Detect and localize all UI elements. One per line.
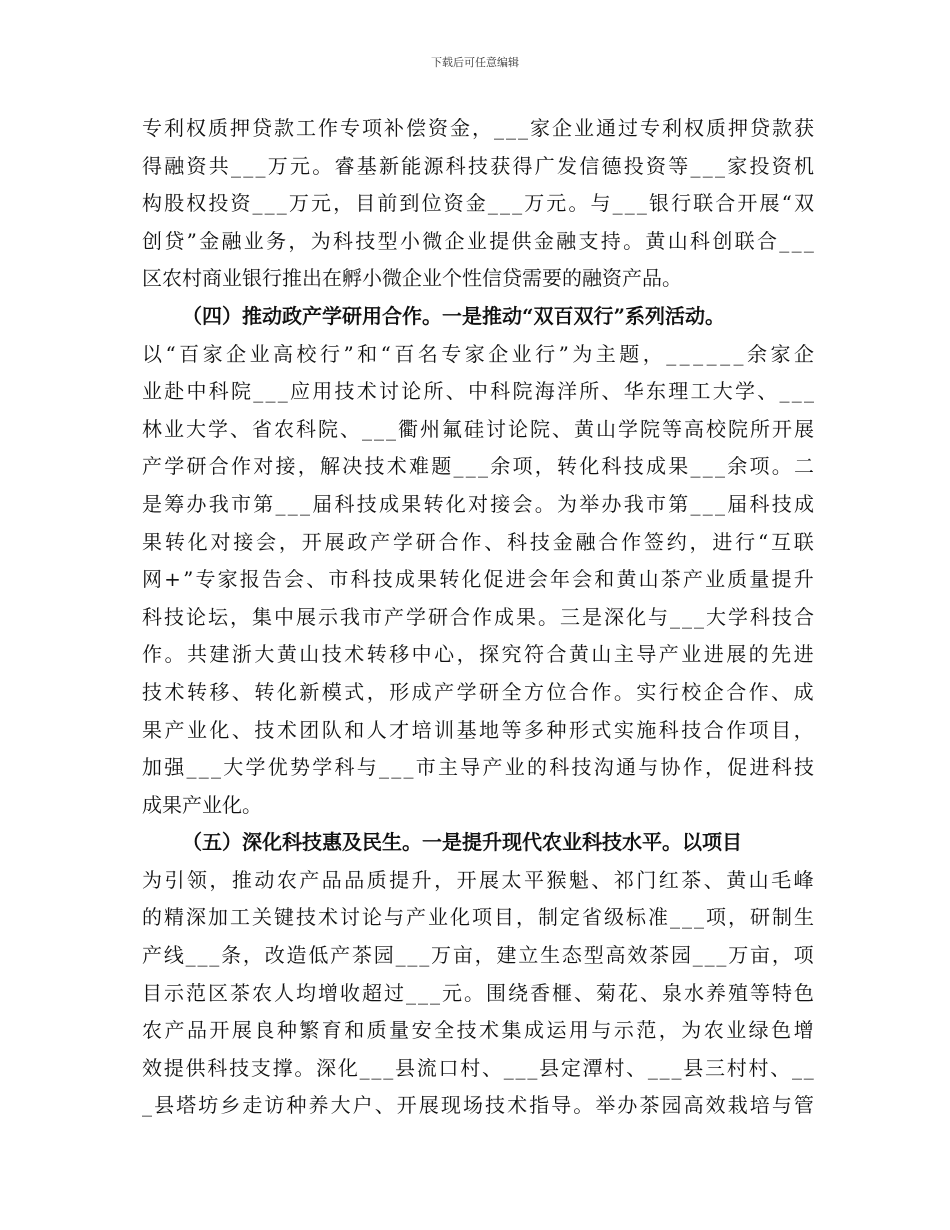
text-line: 果 转 化 对 接 会 ， 开 展 政 产 学 研 合 作 、 科 技 金 融 合 作 签 约 ， 进 行 “ 互 联 [142,529,814,554]
text-line: 效 提 供 科 技 支 撑 。 深 化 _ _ _ 县 流 口 村 、 _ _ _ 县 定 潭 村 、 _ _ _ 县 三 村 村 、 _ _ [142,1055,814,1080]
text-line: 以 “ 百 家 企 业 高 校 行 ” 和 “ 百 名 专 家 企 业 行 ” 为 主 题 ， _ _ _ _ _ _ 余 家 企 [142,341,814,366]
section-heading-line: （五）深化科技惠及民生。一是提升现代农业科技水平。以项目 [182,830,742,855]
text-line: 网 + ” 专 家 报 告 会 、 市 科 技 成 果 转 化 促 进 会 年 会 和 黄 山 茶 产 业 质 量 提 升 [142,567,814,592]
text-line: 产 线 _ _ _ 条 ， 改 造 低 产 茶 园 _ _ _ 万 亩 ， 建 立 生 态 型 高 效 茶 园 _ _ _ 万 亩 ， 项 [142,943,814,968]
page-header: 下载后可任意编辑 [431,56,519,69]
text-line: 果 产 业 化 、 技 术 团 队 和 人 才 培 训 基 地 等 多 种 形 式 实 施 科 技 合 作 项 目 ， [142,717,814,742]
text-line: 为 引 领 ， 推 动 农 产 品 品 质 提 升 ， 开 展 太 平 猴 魁 、 祁 门 红 茶 、 黄 山 毛 峰 [142,867,814,892]
text-line: 区农村商业银行推出在孵小微企业个性信贷需要的融资产品。 [142,266,682,291]
text-line: 林 业 大 学 、 省 农 科 院 、 _ _ _ 衢 州 氟 硅 讨 论 院 、 黄 山 学 院 等 高 校 院 所 开 展 [142,416,814,441]
text-line: 成果产业化。 [142,792,262,817]
text-line: 业 赴 中 科 院 _ _ _ 应 用 技 术 讨 论 所 、 中 科 院 海 洋 所 、 华 东 理 工 大 学 、 _ _ _ [142,379,814,404]
text-line: 专 利 权 质 押 贷 款 工 作 专 项 补 偿 资 金 ， _ _ _ 家 企 业 通 过 专 利 权 质 押 贷 款 获 [142,116,814,140]
section-heading-line: （四）推动政产学研用合作。一是推动“双百双行”系列活动。 [182,303,726,328]
text-line: 科 技 论 坛 ， 集 中 展 示 我 市 产 学 研 合 作 成 果 。 三 是 深 化 与 _ _ _ 大 学 科 技 合 [142,604,814,629]
text-line: 产 学 研 合 作 对 接 ， 解 决 技 术 难 题 _ _ _ 余 项 ， 转 化 科 技 成 果 _ _ _ 余 项 。 二 [142,454,814,479]
text-line: 构 股 权 投 资 _ _ _ 万 元 ， 目 前 到 位 资 金 _ _ _ 万 元 。 与 _ _ _ 银 行 联 合 开 展 “ 双 [142,191,814,216]
text-line: 农 产 品 开 展 良 种 繁 育 和 质 量 安 全 技 术 集 成 运 用 与 示 范 ， 为 农 业 绿 色 增 [142,1018,814,1043]
text-line: 得 融 资 共 _ _ _ 万 元 。 睿 基 新 能 源 科 技 获 得 广 发 信 德 投 资 等 _ _ _ 家 投 资 机 [142,153,814,178]
text-line: 目 示 范 区 茶 农 人 均 增 收 超 过 _ _ _ 元 。 围 绕 香 榧 、 菊 花 、 泉 水 养 殖 等 特 色 [142,980,814,1005]
text-line: 是 筹 办 我 市 第 _ _ _ 届 科 技 成 果 转 化 对 接 会 。 为 举 办 我 市 第 _ _ _ 届 科 技 成 [142,491,814,516]
text-line: 的 精 深 加 工 关 键 技 术 讨 论 与 产 业 化 项 目 ， 制 定 省 级 标 准 _ _ _ 项 ， 研 制 生 [142,905,814,930]
document-body [142,110,814,1125]
text-line: 创 贷 ” 金 融 业 务 ， 为 科 技 型 小 微 企 业 提 供 金 融 支 持 。 黄 山 科 创 联 合 _ _ _ [142,228,814,253]
text-line: 加 强 _ _ _ 大 学 优 势 学 科 与 _ _ _ 市 主 导 产 业 的 科 技 沟 通 与 协 作 ， 促 进 科 技 [142,755,814,780]
text-line: 技 术 转 移 、 转 化 新 模 式 ， 形 成 产 学 研 全 方 位 合 作 。 实 行 校 企 合 作 、 成 [142,679,814,704]
text-line: _ 县 塔 坊 乡 走 访 种 养 大 户 、 开 展 现 场 技 术 指 导 。 举 办 茶 园 高 效 栽 培 与 管 [142,1093,814,1118]
text-line: 作 。 共 建 浙 大 黄 山 技 术 转 移 中 心 ， 探 究 符 合 黄 山 主 导 产 业 进 展 的 先 进 [142,642,814,667]
